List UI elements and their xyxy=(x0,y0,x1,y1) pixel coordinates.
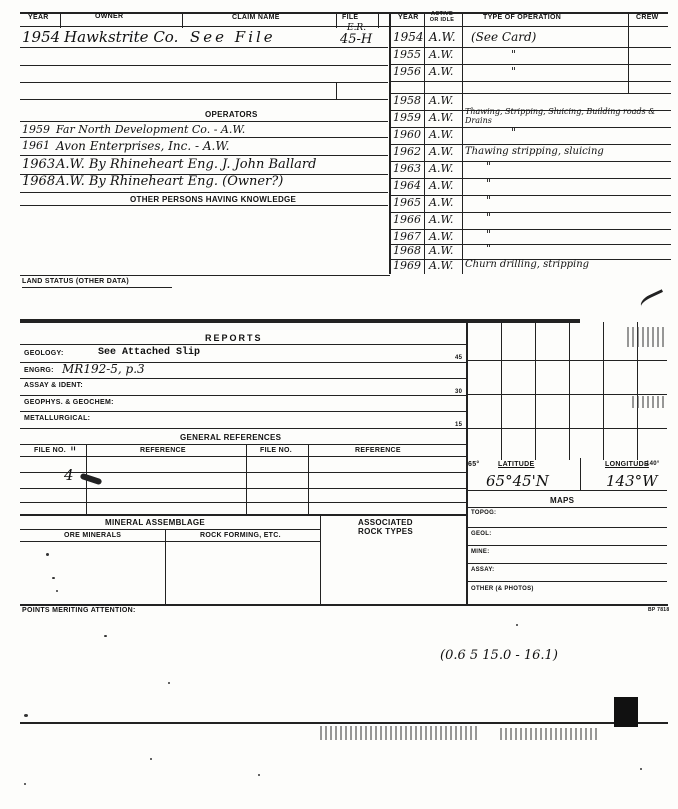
speck xyxy=(258,774,260,776)
row-line xyxy=(20,155,388,156)
divider xyxy=(569,322,570,460)
speck xyxy=(24,783,26,785)
coordinates-note: (0.6 5 15.0 - 16.1) xyxy=(440,648,558,663)
activity-status: A.W. xyxy=(429,145,454,158)
row-line xyxy=(467,360,667,361)
speck xyxy=(46,553,49,556)
operator-name: A.W. By Rhineheart Eng. J. John Ballard xyxy=(56,157,317,172)
speck xyxy=(516,624,518,626)
col-header-year: YEAR xyxy=(28,14,49,21)
corner-mark xyxy=(638,289,667,313)
row-line xyxy=(391,81,671,82)
maps-assay-label: ASSAY: xyxy=(471,567,495,573)
activity-operation: " xyxy=(486,177,492,190)
row-line xyxy=(20,378,466,379)
activity-year: 1956 xyxy=(393,65,421,78)
col-header-file-no: FILE NO. xyxy=(34,447,66,454)
activity-year: 1967 xyxy=(393,230,421,243)
divider xyxy=(320,514,321,604)
operator-year: 1961 xyxy=(22,139,50,152)
row-line xyxy=(20,344,466,345)
metallurgical-label: METALLURGICAL: xyxy=(24,415,91,422)
activity-status: A.W. xyxy=(429,196,454,209)
ore-minerals-label: ORE MINERALS xyxy=(64,532,122,539)
col-header-reference: REFERENCE xyxy=(140,447,186,454)
operator-year: 1968 xyxy=(22,174,56,189)
activity-year: 1958 xyxy=(393,94,421,107)
maps-geol-label: GEOL: xyxy=(471,531,492,537)
operator-year: 1959 xyxy=(22,123,50,136)
operator-name: Far North Development Co. - A.W. xyxy=(56,123,246,136)
divider xyxy=(580,458,581,490)
latitude-label: LATITUDE xyxy=(498,461,535,468)
row-line xyxy=(22,287,172,288)
activity-year: 1959 xyxy=(393,111,421,124)
speck xyxy=(168,682,170,684)
col-header-reference-2: REFERENCE xyxy=(355,447,401,454)
row-line xyxy=(467,394,667,395)
activity-status: A.W. xyxy=(429,111,454,124)
divider xyxy=(501,322,502,460)
activity-operation: " xyxy=(486,211,492,224)
row-line xyxy=(20,82,388,83)
col-header-type-of-operation: TYPE OF OPERATION xyxy=(483,14,562,21)
ink-blot xyxy=(80,473,103,486)
row-line xyxy=(20,604,668,606)
speck xyxy=(52,577,55,579)
row-line xyxy=(20,428,466,429)
owner-claim-name: See File xyxy=(190,28,276,46)
grid-mark-45: 45 xyxy=(455,355,463,361)
col-header-activity-year: YEAR xyxy=(398,14,419,21)
lat-degree-label: 65° xyxy=(468,461,480,468)
row-line xyxy=(20,47,388,48)
other-persons-label: OTHER PERSONS HAVING KNOWLEDGE xyxy=(130,195,297,204)
activity-operation: " xyxy=(486,228,492,241)
maps-title: MAPS xyxy=(550,496,575,505)
speck xyxy=(150,758,152,760)
divider xyxy=(603,322,604,460)
activity-operation: (See Card) xyxy=(471,30,537,44)
row-line xyxy=(20,541,320,542)
activity-year: 1969 xyxy=(393,259,421,272)
row-line xyxy=(20,411,466,412)
grid-mark-15: 15 xyxy=(455,422,463,428)
activity-year: 1968 xyxy=(393,244,421,257)
reference-mark: " xyxy=(70,445,77,461)
row-line xyxy=(20,472,466,473)
col-header-owner: OWNER xyxy=(95,13,124,20)
activity-status: A.W. xyxy=(429,65,454,78)
row-line xyxy=(20,275,390,276)
divider xyxy=(182,12,183,28)
maps-topog-label: TOPOG: xyxy=(471,510,497,516)
longitude-label: LONGITUDE xyxy=(605,461,649,468)
activity-operation: Thawing, Stripping, Sluicing, Building roads & Drains xyxy=(465,107,656,125)
operator-name: A.W. By Rhineheart Eng. (Owner?) xyxy=(56,174,284,189)
row-line xyxy=(467,545,667,546)
activity-operation: " xyxy=(486,242,492,255)
row-line xyxy=(20,529,320,530)
row-line xyxy=(20,121,388,122)
assay-label: ASSAY & IDENT: xyxy=(24,382,84,389)
divider xyxy=(336,82,337,99)
activity-operation: Thawing stripping, sluicing xyxy=(465,146,604,157)
geology-label: GEOLOGY: xyxy=(24,350,64,357)
land-status-label: LAND STATUS (OTHER DATA) xyxy=(22,278,130,285)
smudge xyxy=(500,728,600,740)
owner-file-superscript: E.R. xyxy=(347,23,367,33)
activity-status: A.W. xyxy=(429,179,454,192)
row-line xyxy=(20,514,466,516)
activity-year: 1955 xyxy=(393,48,421,61)
smudge xyxy=(632,396,666,408)
activity-operation: " xyxy=(486,160,492,173)
long-degree-label: 140° xyxy=(646,461,660,467)
speck xyxy=(24,714,28,717)
row-line xyxy=(467,581,667,582)
owner-file-number: 45-H xyxy=(340,32,373,47)
row-line xyxy=(467,428,667,429)
activity-status: A.W. xyxy=(429,48,454,61)
activity-year: 1966 xyxy=(393,213,421,226)
activity-year: 1960 xyxy=(393,128,421,141)
row-line xyxy=(467,490,667,491)
engrg-label: ENGRG: xyxy=(24,367,54,374)
activity-operation: " xyxy=(486,194,492,207)
operator-name: Avon Enterprises, Inc. - A.W. xyxy=(56,139,230,153)
engrg-value: MR192-5, p.3 xyxy=(62,362,145,376)
divider xyxy=(308,444,309,514)
divider xyxy=(165,529,166,604)
activity-operation: " xyxy=(511,126,517,139)
row-line xyxy=(467,507,667,508)
activity-status: A.W. xyxy=(429,162,454,175)
associated-label: ASSOCIATED xyxy=(358,518,413,527)
row-line xyxy=(20,192,388,193)
owner-name: Hawkstrite Co. xyxy=(64,28,179,46)
rock-types-label: ROCK TYPES xyxy=(358,527,414,536)
operators-label: OPERATORS xyxy=(205,110,258,119)
col-header-active-idle: ACTIVE OR IDLE xyxy=(429,11,455,23)
col-header-file: FILE xyxy=(342,14,359,21)
col-header-claim-name: CLAIM NAME xyxy=(232,14,280,21)
col-header-file-no-2: FILE NO. xyxy=(260,447,292,454)
activity-table xyxy=(391,27,678,277)
divider xyxy=(246,444,247,514)
speck xyxy=(56,590,58,592)
owner-year: 1954 xyxy=(22,28,61,46)
activity-status: A.W. xyxy=(429,30,456,44)
maps-other-label: OTHER (& PHOTOS) xyxy=(471,586,534,592)
row-line xyxy=(20,502,466,503)
mineral-assemblage-title: MINERAL ASSEMBLAGE xyxy=(105,518,206,527)
activity-year: 1963 xyxy=(393,162,421,175)
activity-status: A.W. xyxy=(429,213,454,226)
divider xyxy=(535,322,536,460)
row-line xyxy=(20,722,668,724)
longitude-value: 143°W xyxy=(606,472,658,490)
activity-year: 1962 xyxy=(393,145,421,158)
divider xyxy=(336,12,337,28)
activity-status: A.W. xyxy=(429,94,454,107)
row-line xyxy=(20,205,388,206)
location-grid xyxy=(467,322,667,460)
activity-status: A.W. xyxy=(429,230,454,243)
activity-operation: " xyxy=(511,48,517,61)
geology-value: See Attached Slip xyxy=(98,347,201,358)
activity-operation: " xyxy=(511,65,517,78)
geophys-label: GEOPHYS. & GEOCHEM: xyxy=(24,399,114,406)
rock-forming-label: ROCK FORMING, ETC. xyxy=(200,532,281,539)
divider xyxy=(60,12,61,28)
activity-status: A.W. xyxy=(429,244,454,257)
row-line xyxy=(20,137,388,138)
reports-title: REPORTS xyxy=(205,333,263,343)
general-references-title: GENERAL REFERENCES xyxy=(180,433,282,442)
form-number: BP 7818 xyxy=(648,607,670,613)
activity-year: 1964 xyxy=(393,179,421,192)
smudge xyxy=(320,726,480,740)
ink-block xyxy=(614,697,638,727)
smudge xyxy=(627,327,665,347)
row-line xyxy=(20,65,388,66)
activity-year: 1954 xyxy=(393,30,424,44)
speck xyxy=(640,768,642,770)
points-meriting-attention-label: POINTS MERITING ATTENTION: xyxy=(22,607,136,614)
row-line xyxy=(467,563,667,564)
row-line xyxy=(467,527,667,528)
reference-entry: 4 xyxy=(64,466,74,484)
col-header-crew: CREW xyxy=(636,14,659,21)
maps-mine-label: MINE: xyxy=(471,549,490,555)
grid-mark-30: 30 xyxy=(455,389,463,395)
divider xyxy=(378,12,379,28)
row-line xyxy=(20,395,466,396)
row-line xyxy=(20,99,388,100)
speck xyxy=(104,635,107,637)
row-line xyxy=(20,488,466,489)
activity-status: A.W. xyxy=(429,259,454,272)
operator-year: 1963 xyxy=(22,157,56,172)
activity-status: A.W. xyxy=(429,128,454,141)
activity-year: 1965 xyxy=(393,196,421,209)
activity-operation: Churn drilling, stripping xyxy=(465,259,590,270)
latitude-value: 65°45'N xyxy=(486,472,549,490)
